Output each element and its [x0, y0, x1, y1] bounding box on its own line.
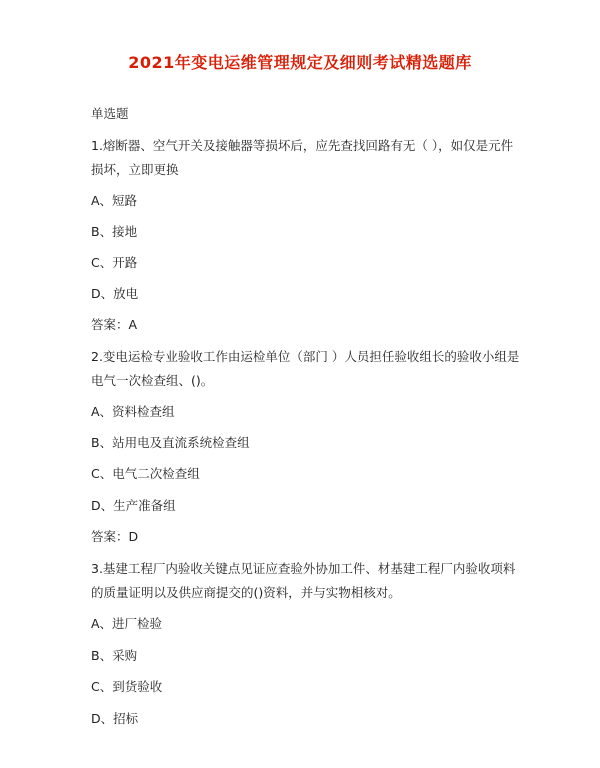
question-3-option-a: A、进厂检验 [91, 616, 163, 631]
question-1-option-c: C、开路 [91, 255, 138, 270]
question-1-text: 1.熔断器、空气开关及接触器等损坏后，应先查找回路有无（ ），如仅是元件损坏，立即更换 [91, 138, 514, 177]
document-title: 2021年变电运维管理规定及细则考试精选题库 [128, 53, 472, 72]
question-2-option-a: A、资料检查组 [91, 404, 175, 419]
section-heading: 单选题 [91, 106, 129, 121]
question-2-option-c: C、电气二次检查组 [91, 466, 200, 481]
question-2-text: 2.变电运检专业验收工作由运检单位（部门 ）人员担任验收组长的验收小组是电气一次检查组、()。 [91, 349, 520, 388]
question-3-option-b: B、采购 [91, 648, 138, 663]
question-3-option-d: D、招标 [91, 711, 139, 726]
question-1-option-a: A、短路 [91, 193, 138, 208]
question-1-answer: 答案：A [91, 317, 138, 332]
question-2-option-b: B、站用电及直流系统检查组 [91, 435, 250, 450]
question-3-option-c: C、到货验收 [91, 679, 163, 694]
question-1-option-d: D、放电 [91, 286, 139, 301]
question-2-answer: 答案：D [91, 529, 139, 544]
question-1-option-b: B、接地 [91, 224, 138, 239]
question-2-option-d: D、生产准备组 [91, 498, 176, 513]
question-3-text: 3.基建工程厂内验收关键点见证应查验外协加工件、材基建工程厂内验收项料的质量证明以及供应商提交的()资料，并与实物相核对。 [91, 561, 516, 600]
